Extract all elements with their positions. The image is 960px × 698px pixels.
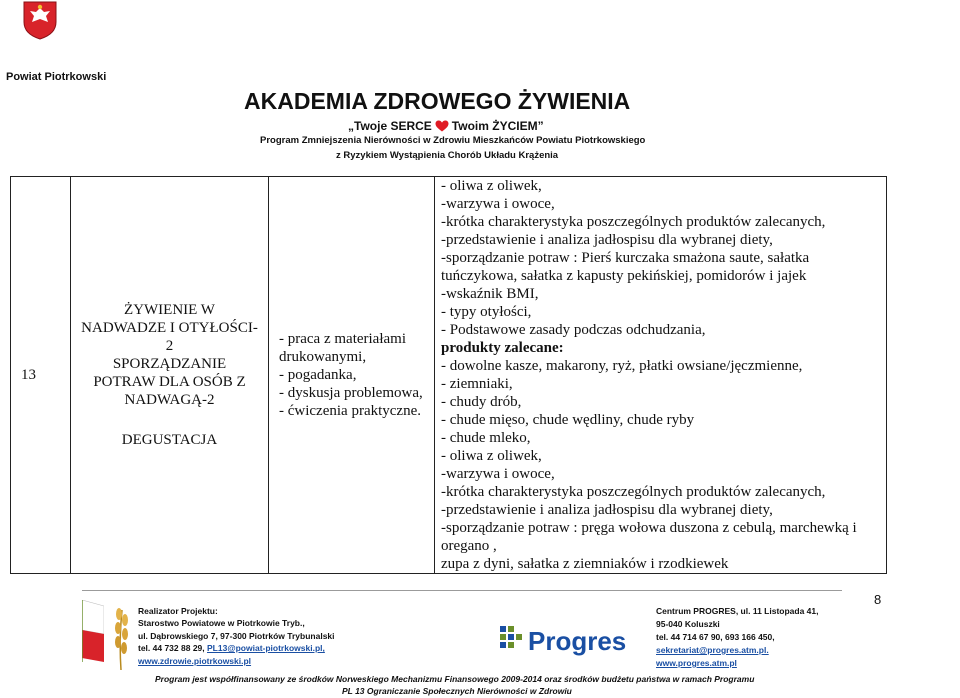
topic-line: 2 — [165, 338, 174, 354]
content-heading: produkty zalecane: — [441, 340, 564, 356]
topic-line: ŻYWIENIE W — [124, 302, 215, 318]
centre-phone: tel. 44 714 67 90, 693 166 450, — [656, 632, 775, 642]
lesson-topic — [71, 177, 269, 574]
heart-icon — [435, 120, 449, 132]
organizer-website-link[interactable]: www.zdrowie.piotrkowski.pl — [138, 655, 252, 666]
content-line: -warzywa i owoce, — [441, 196, 555, 212]
method-line: - praca z materiałami — [279, 331, 407, 347]
centre-email-link[interactable]: sekretariat@progres.atm.pl. — [656, 645, 769, 655]
content-line: - chude mleko, — [441, 430, 531, 446]
content-line: - oliwa z oliwek, — [441, 178, 542, 194]
page-title: AKADEMIA ZDROWEGO ŻYWIENIA — [244, 88, 631, 114]
content-line: - chudy drób, — [441, 394, 522, 410]
content-line: - typy otyłości, — [441, 304, 532, 320]
progres-centre — [656, 605, 818, 670]
wheat-icon — [106, 600, 136, 670]
topic-spacer — [75, 409, 264, 431]
centre-line: 95-040 Koluszki — [656, 619, 720, 629]
organizer-line: Starostwo Powiatowe w Piotrkowie Tryb., — [138, 618, 305, 629]
funding-note: Program jest współfinansowany ze środków Norweskiego Mechanizmu Finansowego 2009-2014 oraz środków budżetu państwa w ramach Programu — [155, 674, 755, 684]
county-name: Powiat Piotrkowski — [6, 71, 107, 83]
organizer-email-link[interactable]: PL13@powiat-piotrkowski.pl, — [207, 643, 325, 654]
content-line: oregano , — [441, 538, 497, 554]
topic-line: POTRAW DLA OSÓB Z — [93, 374, 246, 390]
tagline — [348, 119, 544, 133]
content-line: - ziemniaki, — [441, 376, 513, 392]
content-line: - dowolne kasze, makarony, ryż, płatki owsiane/jęczmienne, — [441, 358, 803, 374]
funding-note-program: PL 13 Ograniczanie Społecznych Nierówności w Zdrowiu — [342, 686, 572, 696]
tagline-left: „Twoje SERCE — [348, 119, 432, 133]
content-line: -warzywa i owoce, — [441, 466, 555, 482]
content-line: -krótka charakterystyka poszczególnych produktów zalecanych, — [441, 214, 826, 230]
content-line: - chude mięso, chude wędliny, chude ryby — [441, 412, 695, 428]
content-line: -przedstawienie i analiza jadłospisu dla wybranej diety, — [441, 502, 773, 518]
lesson-number-text: 13 — [21, 367, 36, 383]
content-line: -wskaźnik BMI, — [441, 286, 539, 302]
method-line: - ćwiczenia praktyczne. — [279, 403, 421, 419]
coat-of-arms-icon — [22, 0, 58, 40]
topic-line: NADWADZE I OTYŁOŚCI- — [81, 320, 258, 336]
content-line: -sporządzanie potraw : pręga wołowa duszona z cebulą, marchewką i — [441, 520, 857, 536]
program-line-2: z Ryzykiem Wystąpienia Chorób Układu Krążenia — [336, 150, 559, 161]
program-line-1: Program Zmniejszenia Nierówności w Zdrowiu Mieszkańców Powiatu Piotrkowskiego — [260, 135, 646, 146]
footer-divider — [82, 590, 842, 591]
table-row — [11, 177, 887, 574]
lesson-methods — [269, 177, 435, 574]
organizer-title: Realizator Projektu: — [138, 606, 218, 616]
lesson-content — [435, 177, 887, 574]
content-line: - Podstawowe zasady podczas odchudzania, — [441, 322, 706, 338]
organizer-contact — [138, 642, 335, 654]
page-number: 8 — [874, 592, 882, 607]
centre-website-link[interactable]: www.progres.atm.pl — [656, 658, 737, 668]
content-line: -krótka charakterystyka poszczególnych produktów zalecanych, — [441, 484, 826, 500]
content-line: - oliwa z oliwek, — [441, 448, 542, 464]
topic-line: NADWAGĄ-2 — [124, 392, 215, 408]
organizer-phone: tel. 44 732 88 29, — [138, 643, 207, 654]
method-line: drukowanymi, — [279, 349, 367, 365]
content-line: tuńczykowa, sałatka z kapusty pekińskiej, pomidorów i jajek — [441, 268, 807, 284]
poland-flag-icon — [82, 600, 104, 662]
tagline-right: Twoim ŻYCIEM” — [451, 119, 544, 133]
method-line: - pogadanka, — [279, 367, 357, 383]
project-organizer — [138, 605, 335, 667]
content-line: zupa z dyni, sałatka z ziemniaków i rzodkiewek — [441, 556, 729, 572]
topic-degustation: DEGUSTACJA — [121, 432, 218, 448]
topic-line: SPORZĄDZANIE — [112, 356, 227, 372]
content-line: -przedstawienie i analiza jadłospisu dla wybranej diety, — [441, 232, 773, 248]
content-line: -sporządzanie potraw : Pierś kurczaka smażona saute, sałatka — [441, 250, 810, 266]
lesson-number — [11, 177, 71, 574]
centre-line: Centrum PROGRES, ul. 11 Listopada 41, — [656, 606, 819, 616]
curriculum-table — [10, 176, 887, 574]
method-line: - dyskusja problemowa, — [279, 385, 423, 401]
progres-logo — [500, 620, 650, 660]
organizer-address: ul. Dąbrowskiego 7, 97-300 Piotrków Trybunalski — [138, 630, 335, 641]
progres-logo-text: Progres — [528, 626, 627, 656]
